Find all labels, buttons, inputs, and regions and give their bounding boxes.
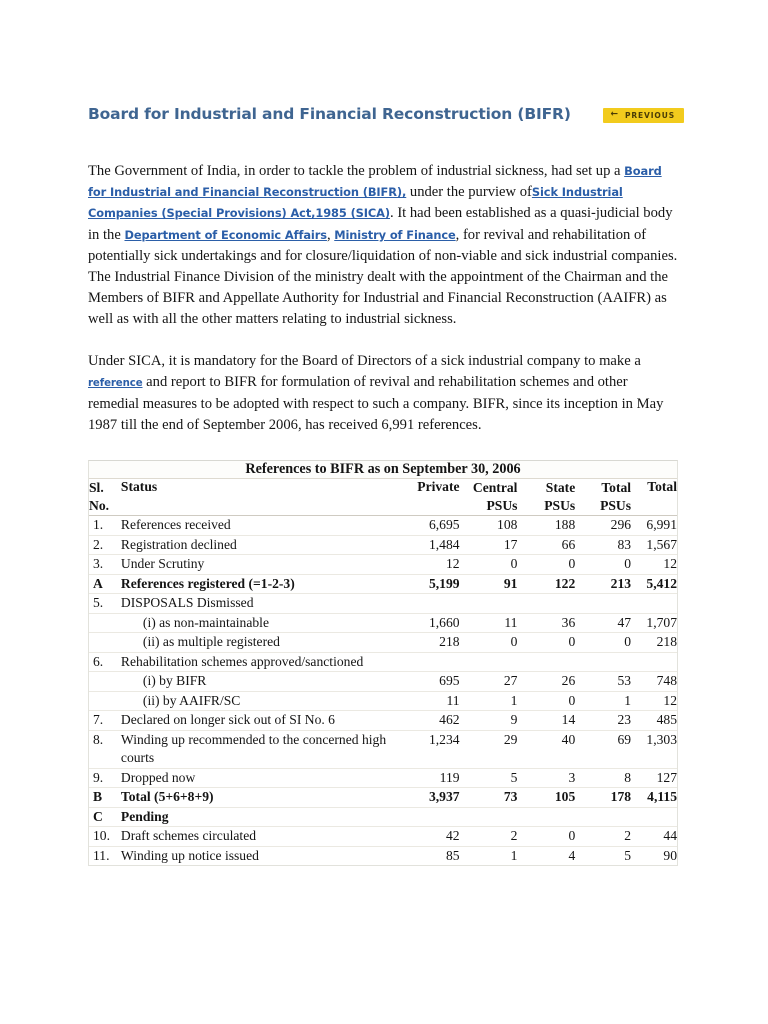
- cell-total: 44: [631, 827, 677, 847]
- header-total: Total: [631, 479, 677, 516]
- para2-text-1: Under SICA, it is mandatory for the Board of Directors of a sick industrial company to make a: [88, 352, 641, 369]
- cell-total: [631, 807, 677, 827]
- cell-total-psus: 69: [575, 730, 631, 768]
- cell-total-psus: [575, 652, 631, 672]
- cell-state: 188: [517, 516, 575, 536]
- cell-private: 695: [398, 672, 460, 692]
- cell-private: 85: [445, 847, 460, 863]
- table-row: [89, 691, 677, 711]
- cell-total: 127: [631, 768, 677, 788]
- cell-status: Draft schemes circulated: [121, 827, 398, 847]
- cell-private: 119: [398, 768, 460, 788]
- header-state-line2: PSUs: [544, 498, 576, 514]
- cell-state: [517, 807, 575, 827]
- cell-state: 66: [517, 535, 575, 555]
- table-row: [89, 613, 677, 633]
- header-central-line2: PSUs: [486, 498, 518, 514]
- cell-total: [631, 652, 677, 672]
- cell-state: 0: [517, 555, 575, 575]
- cell-sl-no: 11.: [93, 847, 110, 863]
- cell-central: 9: [460, 711, 518, 731]
- table-row: [89, 633, 677, 653]
- table-row: [89, 574, 677, 594]
- cell-total: 1,303: [631, 730, 677, 768]
- cell-status: DISPOSALS Dismissed: [121, 594, 398, 614]
- cell-total-psus: 0: [575, 555, 631, 575]
- para1-text-3: . It had been established as a quasi-judicial body in the: [88, 205, 673, 243]
- cell-total-psus: 213: [575, 574, 631, 594]
- table-caption-row: [89, 461, 677, 479]
- cell-text: (i) by BIFR: [142, 673, 207, 689]
- cell-status: References registered (=1-2-3): [121, 574, 398, 594]
- cell-sl-no: 2.: [89, 535, 121, 555]
- cell-total-psus: 0: [575, 633, 631, 653]
- cell-status: [121, 613, 398, 633]
- cell-total: 12: [631, 691, 677, 711]
- cell-total: 1,567: [631, 535, 677, 555]
- table-row: [89, 730, 677, 768]
- cell-total: 12: [631, 555, 677, 575]
- para1-text-2: under the purview of: [406, 184, 532, 201]
- cell-total-psus: 178: [575, 788, 631, 808]
- cell-central: 0: [460, 555, 518, 575]
- cell-central: 29: [460, 730, 518, 768]
- cell-status: References received: [121, 516, 398, 536]
- cell-central: [460, 594, 518, 614]
- cell-sl-no: B: [89, 788, 121, 808]
- cell-private: 1,660: [398, 613, 460, 633]
- cell-sl-no: 1.: [89, 516, 121, 536]
- cell-state: 105: [517, 788, 575, 808]
- cell-status: Under Scrutiny: [121, 555, 398, 575]
- header-sl-no: [89, 479, 121, 516]
- cell-total: [631, 594, 677, 614]
- cell-status: Dropped now: [121, 768, 398, 788]
- document-content: [88, 104, 680, 866]
- cell-total-psus: 296: [575, 516, 631, 536]
- cell-private: 12: [398, 555, 460, 575]
- link-bifr[interactable]: Board for Industrial and Financial Reconstruction (BIFR),: [88, 164, 662, 200]
- cell-sl-no: [89, 613, 121, 633]
- cell-total: 90: [663, 847, 677, 863]
- cell-private: [398, 807, 460, 827]
- header-central-psus: [460, 479, 518, 516]
- header-status: Status: [121, 479, 398, 516]
- cell-state: 122: [517, 574, 575, 594]
- cell-total: 1,707: [631, 613, 677, 633]
- table-row: [89, 807, 677, 827]
- cell-total-psus: 1: [575, 691, 631, 711]
- cell-total-psus: 5: [624, 847, 632, 863]
- cell-state: [517, 594, 575, 614]
- cell-total: 485: [631, 711, 677, 731]
- cell-total-psus: 83: [575, 535, 631, 555]
- link-sica-act[interactable]: Sick Industrial Companies (Special Provisions) Act,1985 (SICA): [88, 185, 623, 221]
- cell-total: 218: [631, 633, 677, 653]
- cell-sl-no: [89, 672, 121, 692]
- cell-total-psus: 53: [575, 672, 631, 692]
- cell-total-psus: 8: [575, 768, 631, 788]
- header-state-psus: [517, 479, 575, 516]
- references-table-container: [88, 460, 678, 866]
- cell-sl-no: 8.: [89, 730, 121, 768]
- cell-central: 2: [460, 827, 518, 847]
- cell-sl-no: 3.: [89, 555, 121, 575]
- cell-private: 5,199: [398, 574, 460, 594]
- cell-private: 1,234: [398, 730, 460, 768]
- table-row: [89, 711, 677, 731]
- table-row: [89, 672, 677, 692]
- table-row: [89, 827, 677, 847]
- cell-central: [460, 652, 518, 672]
- cell-central: 1: [510, 847, 518, 863]
- table-row: [89, 652, 677, 672]
- table-row: [89, 594, 677, 614]
- link-reference[interactable]: reference: [88, 377, 143, 389]
- header-total-psus-line2: PSUs: [600, 498, 632, 514]
- cell-state: 26: [517, 672, 575, 692]
- cell-status: Total (5+6+8+9): [121, 788, 398, 808]
- link-ministry-of-finance[interactable]: Ministry of Finance: [334, 227, 456, 242]
- table-row: [89, 788, 677, 808]
- cell-sl-no: 10.: [89, 827, 121, 847]
- cell-status: [121, 633, 398, 653]
- cell-status: [121, 672, 398, 692]
- table-row: [89, 535, 677, 555]
- cell-status: Winding up notice issued: [120, 847, 259, 863]
- cell-sl-no: 9.: [89, 768, 121, 788]
- cell-total: 5,412: [631, 574, 677, 594]
- cell-total-psus: [575, 594, 631, 614]
- cell-state: 14: [517, 711, 575, 731]
- header-sl-line2: No.: [89, 498, 110, 514]
- cell-state: 0: [517, 633, 575, 653]
- table-row: [89, 516, 677, 536]
- header-central-line1: Central: [472, 480, 518, 496]
- cell-private: 462: [398, 711, 460, 731]
- cell-total-psus: 47: [575, 613, 631, 633]
- cell-state: 0: [517, 691, 575, 711]
- para1-text-1: The Government of India, in order to tackle the problem of industrial sickness, had set up a: [88, 163, 625, 179]
- cell-sl-no: 6.: [89, 652, 121, 672]
- header-total-psus: [575, 479, 631, 516]
- left-arrow-icon: ←: [610, 109, 619, 120]
- header-private: Private: [398, 479, 460, 516]
- cell-state: 36: [517, 613, 575, 633]
- sica-paragraph: [88, 351, 680, 437]
- cell-state: [517, 652, 575, 672]
- cell-private: 3,937: [398, 788, 460, 808]
- cell-central: 27: [460, 672, 518, 692]
- cell-private: [398, 652, 460, 672]
- cell-private: 11: [398, 691, 460, 711]
- cell-central: [460, 807, 518, 827]
- cell-status: Registration declined: [121, 535, 398, 555]
- cell-state: 4: [568, 847, 576, 863]
- references-table: [89, 461, 677, 865]
- cell-central: 17: [460, 535, 518, 555]
- table-body: [89, 516, 677, 866]
- cell-total: 4,115: [631, 788, 677, 808]
- cell-status: Declared on longer sick out of SI No. 6: [121, 711, 398, 731]
- cell-text: (ii) as multiple registered: [142, 634, 280, 650]
- cell-status: Rehabilitation schemes approved/sanctioned: [121, 652, 398, 672]
- cell-private: 42: [398, 827, 460, 847]
- cell-sl-no: A: [89, 574, 121, 594]
- cell-private: 1,484: [398, 535, 460, 555]
- para1-text-5: , for revival and rehabilitation of potentially sick undertakings and for closure/liquidation of non-viable and sick industrial companies. The Industrial Finance Division of the ministry dealt with the appointment of the Chairman and the Members of BIFR and Appellate Authority for Industrial and Financial Reconstruction (AAIFR) as well as with all the other matters relating to industrial sickness.: [88, 226, 678, 328]
- header-state-line1: State: [545, 480, 576, 496]
- para2-text-2: and report to BIFR for formulation of revival and rehabilitation schemes and other remedial measures to be adopted with respect to such a company. BIFR, since its inception in May 1987 till the end of September 2006, has received 6,991 references.: [88, 373, 664, 434]
- table-row: [89, 768, 677, 788]
- cell-status: Winding up recommended to the concerned high courts: [121, 730, 398, 768]
- cell-total-psus: 2: [575, 827, 631, 847]
- para1-text-4: ,: [326, 226, 335, 243]
- cell-central: 73: [460, 788, 518, 808]
- cell-central: 0: [460, 633, 518, 653]
- cell-central: 91: [460, 574, 518, 594]
- page-title: Board for Industrial and Financial Reconstruction (BIFR): [88, 105, 571, 123]
- cell-text: (i) as non-maintainable: [142, 614, 269, 630]
- cell-status: [121, 691, 398, 711]
- cell-state: 3: [517, 768, 575, 788]
- intro-paragraph: [88, 161, 680, 331]
- previous-button-label: PREVIOUS: [624, 110, 675, 120]
- previous-button[interactable]: [603, 108, 684, 123]
- cell-sl-no: 5.: [89, 594, 121, 614]
- table-row: [89, 846, 677, 865]
- cell-central: 108: [460, 516, 518, 536]
- cell-sl-no: [89, 691, 121, 711]
- cell-status: Pending: [121, 807, 398, 827]
- cell-private: 6,695: [398, 516, 460, 536]
- table-row: [89, 555, 677, 575]
- cell-total-psus: 23: [575, 711, 631, 731]
- link-department-economic-affairs[interactable]: Department of Economic Affairs: [124, 227, 327, 242]
- header-sl-line1: Sl.: [89, 480, 104, 496]
- cell-total-psus: [575, 807, 631, 827]
- document-header: [88, 104, 680, 130]
- cell-text: (ii) by AAIFR/SC: [142, 692, 241, 708]
- cell-sl-no: C: [89, 807, 121, 827]
- table-header-row: [89, 479, 677, 516]
- cell-sl-no: 7.: [89, 711, 121, 731]
- cell-sl-no: [89, 633, 121, 653]
- cell-total: 748: [631, 672, 677, 692]
- cell-total: 6,991: [631, 516, 677, 536]
- cell-state: 40: [517, 730, 575, 768]
- cell-state: 0: [517, 827, 575, 847]
- cell-private: [398, 594, 460, 614]
- cell-central: 5: [460, 768, 518, 788]
- cell-private: 218: [398, 633, 460, 653]
- cell-central: 1: [460, 691, 518, 711]
- header-total-psus-line1: Total: [601, 480, 632, 496]
- cell-central: 11: [460, 613, 518, 633]
- table-caption: References to BIFR as on September 30, 2006: [89, 461, 677, 479]
